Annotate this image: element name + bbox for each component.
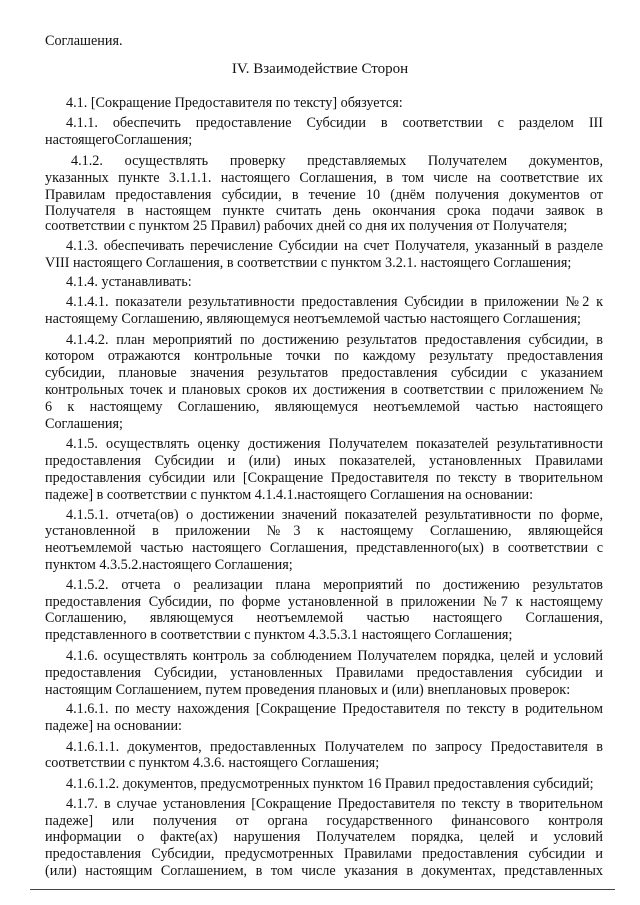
text-line: (или) настоящим Соглашением, в том числе указания в документах, представленных [45,863,603,879]
section-title: IV. Взаимодействие Сторон [231,61,409,78]
text-line: 4.1.4.2. план мероприятий по достижению результатов предоставления субсидии, в [66,331,603,348]
text-line: 4.1.5. осуществлять оценку достижения Получателем показателей результативности [66,436,603,453]
text-line: 4.1. [Сокращение Предоставителя по тексту] обязуется: [66,94,403,111]
text-line: VIII настоящего Соглашения, в соответствии с пунктом 3.2.1. настоящего Соглашения; [45,254,572,271]
text-line: 4.1.6.1.1. документов, предоставленных Получателем по запросу Предоставителя в [66,738,603,755]
text-line: падеже] в соответствии с пунктом 4.1.4.1.настоящего Соглашения на основании: [45,486,534,503]
text-line: 4.1.4. устанавливать: [66,274,192,291]
page-bottom-divider [30,889,615,890]
text-line: 4.1.6.1.2. документов, предусмотренных пунктом 16 Правил предоставления субсидий; [66,776,594,792]
text-line: 4.1.3. обеспечивать перечисление Субсидии на счет Получателя, указанный в разделе [66,237,603,254]
text-line: неотъемлемой частью настоящего Соглашения, представленного(ых) в соответствии с [45,540,603,557]
text-line: падеже] или получения от органа государственного финансового контроля [45,812,603,829]
text-line: субсидии, плановые значения результатов предоставления субсидии с указанием [45,365,603,382]
text-line: падеже] на основании: [45,718,182,734]
text-line: информации о факте(ах) нарушения Получателем порядка, целей и условий [45,829,603,846]
text-line: указанных пункте 3.1.1.1. настоящего Соглашения, в том числе на соответствие их [45,169,603,186]
text-line: настоящим Соглашением, путем проведения плановых и (или) внеплановых проверок: [45,681,571,698]
text-line: Соглашению, являющемуся неотъемлемой частью настоящего Соглашения, [45,610,603,627]
text-line: 4.1.1. обеспечить предоставление Субсидии в соответствии с разделом III [66,115,603,132]
text-line: Получателя в настоящем пункте считать день окончания срока подачи заявок в [45,203,603,220]
text-line: 4.1.5.2. отчета о реализации плана мероприятий по достижению результатов [66,576,603,593]
text-line: представленного в соответствии с пунктом 4.3.5.3.1 настоящего Соглашения; [45,627,513,644]
text-line: пунктом 4.3.5.2.настоящего Соглашения; [45,557,293,573]
text-line: 4.1.6.1. по месту нахождения [Сокращение Предоставителя по тексту в родительном [66,701,603,718]
text-line: контрольных точек и плановых сроков их достижения в соответствии с приложением № [45,382,603,398]
text-line: Соглашения; [45,415,123,432]
text-line: настоящегоСоглашения; [45,132,193,149]
text-line: 6 к настоящему Соглашению, являющемуся неотъемлемой частью настоящего [45,398,603,415]
text-line: предоставления Субсидии, по форме установленной в приложении №7 к настоящему [45,593,603,610]
text-line: установленной в приложении №3 к настоящему Соглашению, являющейся [45,523,603,540]
text-line: предоставления Субсидии, установленных Правилами предоставления субсидии и [45,664,603,681]
text-line: предоставления субсидии или [Сокращение Предоставителя по тексту в творительном [45,470,603,486]
text-line: настоящему Соглашению, являющемуся неотъемлемой частью настоящего Соглашения; [45,310,581,327]
text-line: 4.1.2. осуществлять проверку представляемых Получателем документов, [71,152,603,169]
text-line: 4.1.4.1. показатели результативности предоставления Субсидии в приложении №2 к [66,294,603,311]
text-line: котором отражаются контрольные точки по каждому результату предоставления [45,348,603,365]
text-line: 4.1.7. в случае установления [Сокращение Предоставителя по тексту в творительном [66,795,603,812]
text-line: предоставления Субсидии и (или) иных показателей, установленных Правилами [45,453,603,470]
text-line: 4.1.6. осуществлять контроль за соблюдением Получателем порядка, целей и условий [66,647,603,664]
text-line: 4.1.5.1. отчета(ов) о достижении значений показателей результативности по форме, [66,506,603,523]
text-line: Соглашения. [45,33,123,49]
text-line: Правилам предоставления субсидии, в течение 10 (днём получения документов от [45,186,603,203]
text-line: соответствии с пунктом 25 Правил) рабочих дней со дня их получения от Получателя; [45,218,568,235]
text-line: соответствии с пунктом 4.3.6. настоящего Соглашения; [45,755,380,772]
text-line: предоставления Субсидии, предусмотренных Правилами предоставления субсидии и [45,846,603,863]
